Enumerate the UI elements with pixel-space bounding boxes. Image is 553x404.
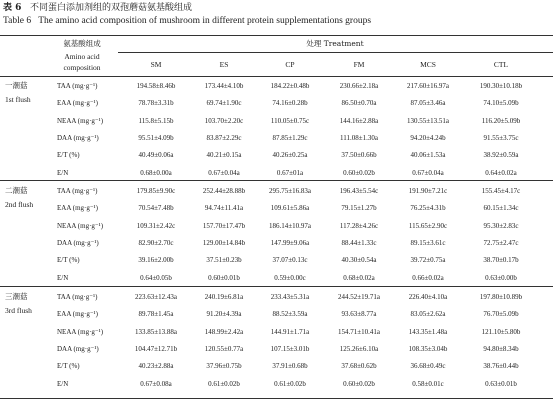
table-cell: 147.99±9.06a	[270, 238, 310, 247]
table-cell: 116.20±5.09b	[481, 116, 521, 125]
table-cell: 0.58±0.01c	[412, 379, 444, 388]
table-cell: 93.63±8.77a	[341, 310, 377, 319]
metric-label: E/N	[57, 168, 69, 177]
table-cell: 108.35±3.04b	[408, 344, 448, 353]
group-divider-1	[0, 180, 553, 181]
table-cell: 194.58±8.46b	[136, 82, 176, 90]
metric-label: EAA (mg·g⁻¹)	[57, 310, 98, 319]
group-divider-2	[0, 286, 553, 287]
table-cell: 0.68±0.00a	[140, 168, 172, 177]
flush-label-en: 2nd flush	[5, 200, 34, 209]
table-cell: 38.76±0.44b	[483, 362, 519, 371]
table-cell: 115.8±5.15b	[138, 116, 174, 125]
flush-label-en: 3rd flush	[5, 306, 32, 315]
table-cell: 37.68±0.62b	[341, 362, 377, 371]
table-cell: 0.60±0.02b	[343, 168, 375, 177]
column-header-mcs: MCS	[420, 60, 436, 69]
table-cell: 95.51±4.09b	[138, 133, 174, 142]
metric-label: NEAA (mg·g⁻¹)	[57, 116, 104, 125]
table-cell: 295.75±16.83a	[269, 187, 311, 195]
metric-label: TAA (mg·g⁻¹)	[57, 187, 98, 195]
table-cell: 40.26±0.25a	[272, 151, 308, 160]
table-cell: 0.61±0.02b	[208, 379, 240, 388]
table-cell: 60.15±1.34c	[483, 204, 519, 213]
metric-label: NEAA (mg·g⁻¹)	[57, 221, 104, 230]
column-header-sm: SM	[150, 60, 162, 69]
table-cell: 76.25±4.31b	[410, 204, 446, 213]
table-cell: 87.85±1.29c	[272, 133, 308, 142]
table-cell: 191.90±7.21c	[408, 187, 448, 195]
treatment-header: 处理 Treatment	[306, 39, 364, 48]
composition-header-en-2: composition	[63, 63, 101, 72]
table-cell: 217.60±16.97a	[407, 82, 449, 90]
metric-label: E/T (%)	[57, 151, 80, 160]
table-cell: 184.22±0.48b	[270, 82, 310, 90]
table-cell: 179.85±9.90c	[136, 187, 176, 195]
table-cell: 143.35±1.48a	[408, 327, 448, 336]
metric-label: E/T (%)	[57, 256, 80, 265]
metric-label: E/T (%)	[57, 362, 80, 371]
table-cell: 88.44±1.33c	[341, 238, 377, 247]
table-cell: 0.63±0.01b	[485, 379, 517, 388]
table-cell: 109.31±2.42c	[136, 221, 176, 230]
table-cell: 39.72±0.75a	[410, 256, 446, 265]
table-cell: 240.19±6.81a	[204, 293, 244, 301]
table-cell: 196.43±5.54c	[339, 187, 379, 195]
metric-label: TAA (mg·g⁻¹)	[57, 82, 98, 90]
flush-label-cn: 三潮菇	[5, 292, 28, 301]
flush-label-2	[5, 186, 33, 210]
table-cell: 89.78±1.45a	[138, 310, 174, 319]
table-cell: 120.55±0.77a	[204, 344, 244, 353]
table-cell: 40.23±2.88a	[138, 362, 174, 371]
table-cell: 36.68±0.49c	[410, 362, 446, 371]
table-cell: 133.85±13.88a	[135, 327, 177, 336]
table-cell: 173.44±4.10b	[204, 82, 244, 90]
table-cell: 91.55±3.75c	[483, 133, 519, 142]
table-cell: 104.47±12.71b	[134, 344, 178, 353]
table-cell: 72.75±2.47c	[483, 238, 519, 247]
table-cell: 0.68±0.02a	[343, 273, 375, 282]
table-cell: 0.67±0.08a	[140, 379, 172, 388]
table-cell: 0.67±0.04a	[208, 168, 240, 177]
top-rule	[0, 35, 553, 36]
bottom-rule	[0, 398, 553, 399]
table-cell: 40.21±0.15a	[206, 151, 242, 160]
table-cell: 190.30±10.18b	[479, 82, 523, 90]
table-cell: 83.87±2.29c	[206, 133, 242, 142]
table-cell: 0.67±0.04a	[412, 168, 444, 177]
table-cell: 157.70±17.47b	[202, 221, 246, 230]
table-cell: 91.20±4.39a	[206, 310, 242, 319]
table-cell: 233.43±5.31a	[270, 293, 310, 301]
table-cell: 125.26±6.10a	[339, 344, 379, 353]
table-cell: 223.63±12.43a	[135, 293, 177, 301]
table-cell: 252.44±28.88b	[202, 187, 246, 195]
table-cell: 37.96±0.75b	[206, 362, 242, 371]
table-cell: 110.05±0.75c	[270, 116, 310, 125]
table-cell: 39.16±2.00b	[138, 256, 174, 265]
table-cell: 0.59±0.00c	[274, 273, 306, 282]
table-cell: 0.60±0.02b	[343, 379, 375, 388]
table-cell: 148.99±2.42a	[204, 327, 244, 336]
table-cell: 40.30±0.54a	[341, 256, 377, 265]
metric-label: EAA (mg·g⁻¹)	[57, 204, 98, 213]
table-cell: 74.16±0.28b	[272, 99, 308, 108]
metric-label: E/N	[57, 379, 69, 388]
table-caption-en	[3, 16, 371, 26]
table-cell: 0.67±01a	[276, 168, 304, 177]
table-cell: 89.15±3.61c	[410, 238, 446, 247]
table-cell: 0.63±0.00b	[485, 273, 517, 282]
table-cell: 76.70±5.09b	[483, 310, 519, 319]
table-number-en: Table 6	[3, 16, 32, 26]
flush-label-cn: 二潮菇	[5, 186, 28, 195]
table-title-en: The amino acid composition of mushroom in different protein supplementations groups	[38, 16, 372, 26]
table-cell: 226.40±4.10a	[408, 293, 448, 301]
table-cell: 109.61±5.86a	[270, 204, 310, 213]
table-cell: 86.50±0.70a	[341, 99, 377, 108]
table-cell: 129.00±14.84b	[202, 238, 246, 247]
table-cell: 154.71±10.41a	[338, 327, 380, 336]
table-cell: 37.51±0.23b	[206, 256, 242, 265]
table-cell: 230.66±2.18a	[339, 82, 379, 90]
flush-label-en: 1st flush	[5, 95, 31, 104]
table-cell: 40.06±1.53a	[410, 151, 446, 160]
table-cell: 87.05±3.46a	[410, 99, 446, 108]
composition-header-cn: 氨基酸组成	[63, 39, 101, 48]
column-header-ctl: CTL	[493, 60, 509, 69]
column-header-cp: CP	[285, 60, 295, 69]
table-cell: 0.64±0.02a	[485, 168, 517, 177]
treatment-underline	[118, 52, 553, 53]
table-cell: 82.90±2.70c	[138, 238, 174, 247]
table-caption-cn	[3, 3, 192, 13]
metric-label: NEAA (mg·g⁻¹)	[57, 327, 104, 336]
metric-label: E/N	[57, 273, 69, 282]
table-cell: 197.80±10.89b	[479, 293, 523, 301]
table-cell: 130.55±13.51a	[407, 116, 449, 125]
table-cell: 74.10±5.09b	[483, 99, 519, 108]
table-cell: 244.52±19.71a	[338, 293, 380, 301]
table-cell: 0.61±0.02b	[274, 379, 306, 388]
table-cell: 103.70±2.20c	[204, 116, 244, 125]
metric-label: TAA (mg·g⁻¹)	[57, 293, 98, 301]
table-cell: 111.08±1.30a	[340, 133, 378, 142]
composition-header-en-1: Amino acid	[64, 52, 100, 61]
table-cell: 107.15±3.01b	[270, 344, 310, 353]
table-cell: 37.91±0.68b	[272, 362, 308, 371]
table-cell: 0.64±0.05b	[140, 273, 172, 282]
metric-label: DAA (mg·g⁻¹)	[57, 238, 99, 247]
table-cell: 94.80±8.34b	[483, 344, 519, 353]
table-cell: 186.14±10.97a	[269, 221, 311, 230]
table-cell: 37.07±0.13c	[272, 256, 308, 265]
table-cell: 88.52±3.59a	[272, 310, 308, 319]
table-cell: 0.66±0.02a	[412, 273, 444, 282]
table-cell: 144.91±1.71a	[270, 327, 310, 336]
flush-label-3	[5, 292, 32, 316]
table-cell: 37.50±0.66b	[341, 151, 377, 160]
table-cell: 83.05±2.62a	[410, 310, 446, 319]
metric-label: EAA (mg·g⁻¹)	[57, 99, 98, 108]
table-cell: 117.28±4.26c	[339, 221, 379, 230]
table-cell: 38.70±0.17b	[483, 256, 519, 265]
metric-label: DAA (mg·g⁻¹)	[57, 344, 99, 353]
table-cell: 95.30±2.83c	[483, 221, 519, 230]
header-bottom-rule	[0, 76, 553, 77]
table-title-cn: 不同蛋白添加剂组的双孢蘑菇氨基酸组成	[30, 3, 193, 13]
table-cell: 0.60±0.01b	[208, 273, 240, 282]
flush-label-cn: 一潮菇	[5, 81, 28, 90]
table-number-cn: 表 6	[3, 3, 22, 13]
table-cell: 70.54±7.48b	[138, 204, 174, 213]
table-cell: 69.74±1.90c	[206, 99, 242, 108]
table-cell: 38.92±0.59a	[483, 151, 519, 160]
table-cell: 94.20±4.24b	[410, 133, 446, 142]
flush-label-1	[5, 81, 31, 105]
column-header-es: ES	[219, 60, 229, 69]
table-cell: 78.78±3.31b	[138, 99, 174, 108]
table-cell: 115.65±2.90c	[408, 221, 448, 230]
table-cell: 40.49±0.06a	[138, 151, 174, 160]
column-header-fm: FM	[353, 60, 365, 69]
table-cell: 94.74±11.41a	[204, 204, 244, 213]
table-cell: 121.10±5.80b	[481, 327, 521, 336]
table-cell: 144.16±2.88a	[339, 116, 379, 125]
table-cell: 155.45±4.17c	[481, 187, 521, 195]
metric-label: DAA (mg·g⁻¹)	[57, 133, 99, 142]
table-cell: 79.15±1.27b	[341, 204, 377, 213]
